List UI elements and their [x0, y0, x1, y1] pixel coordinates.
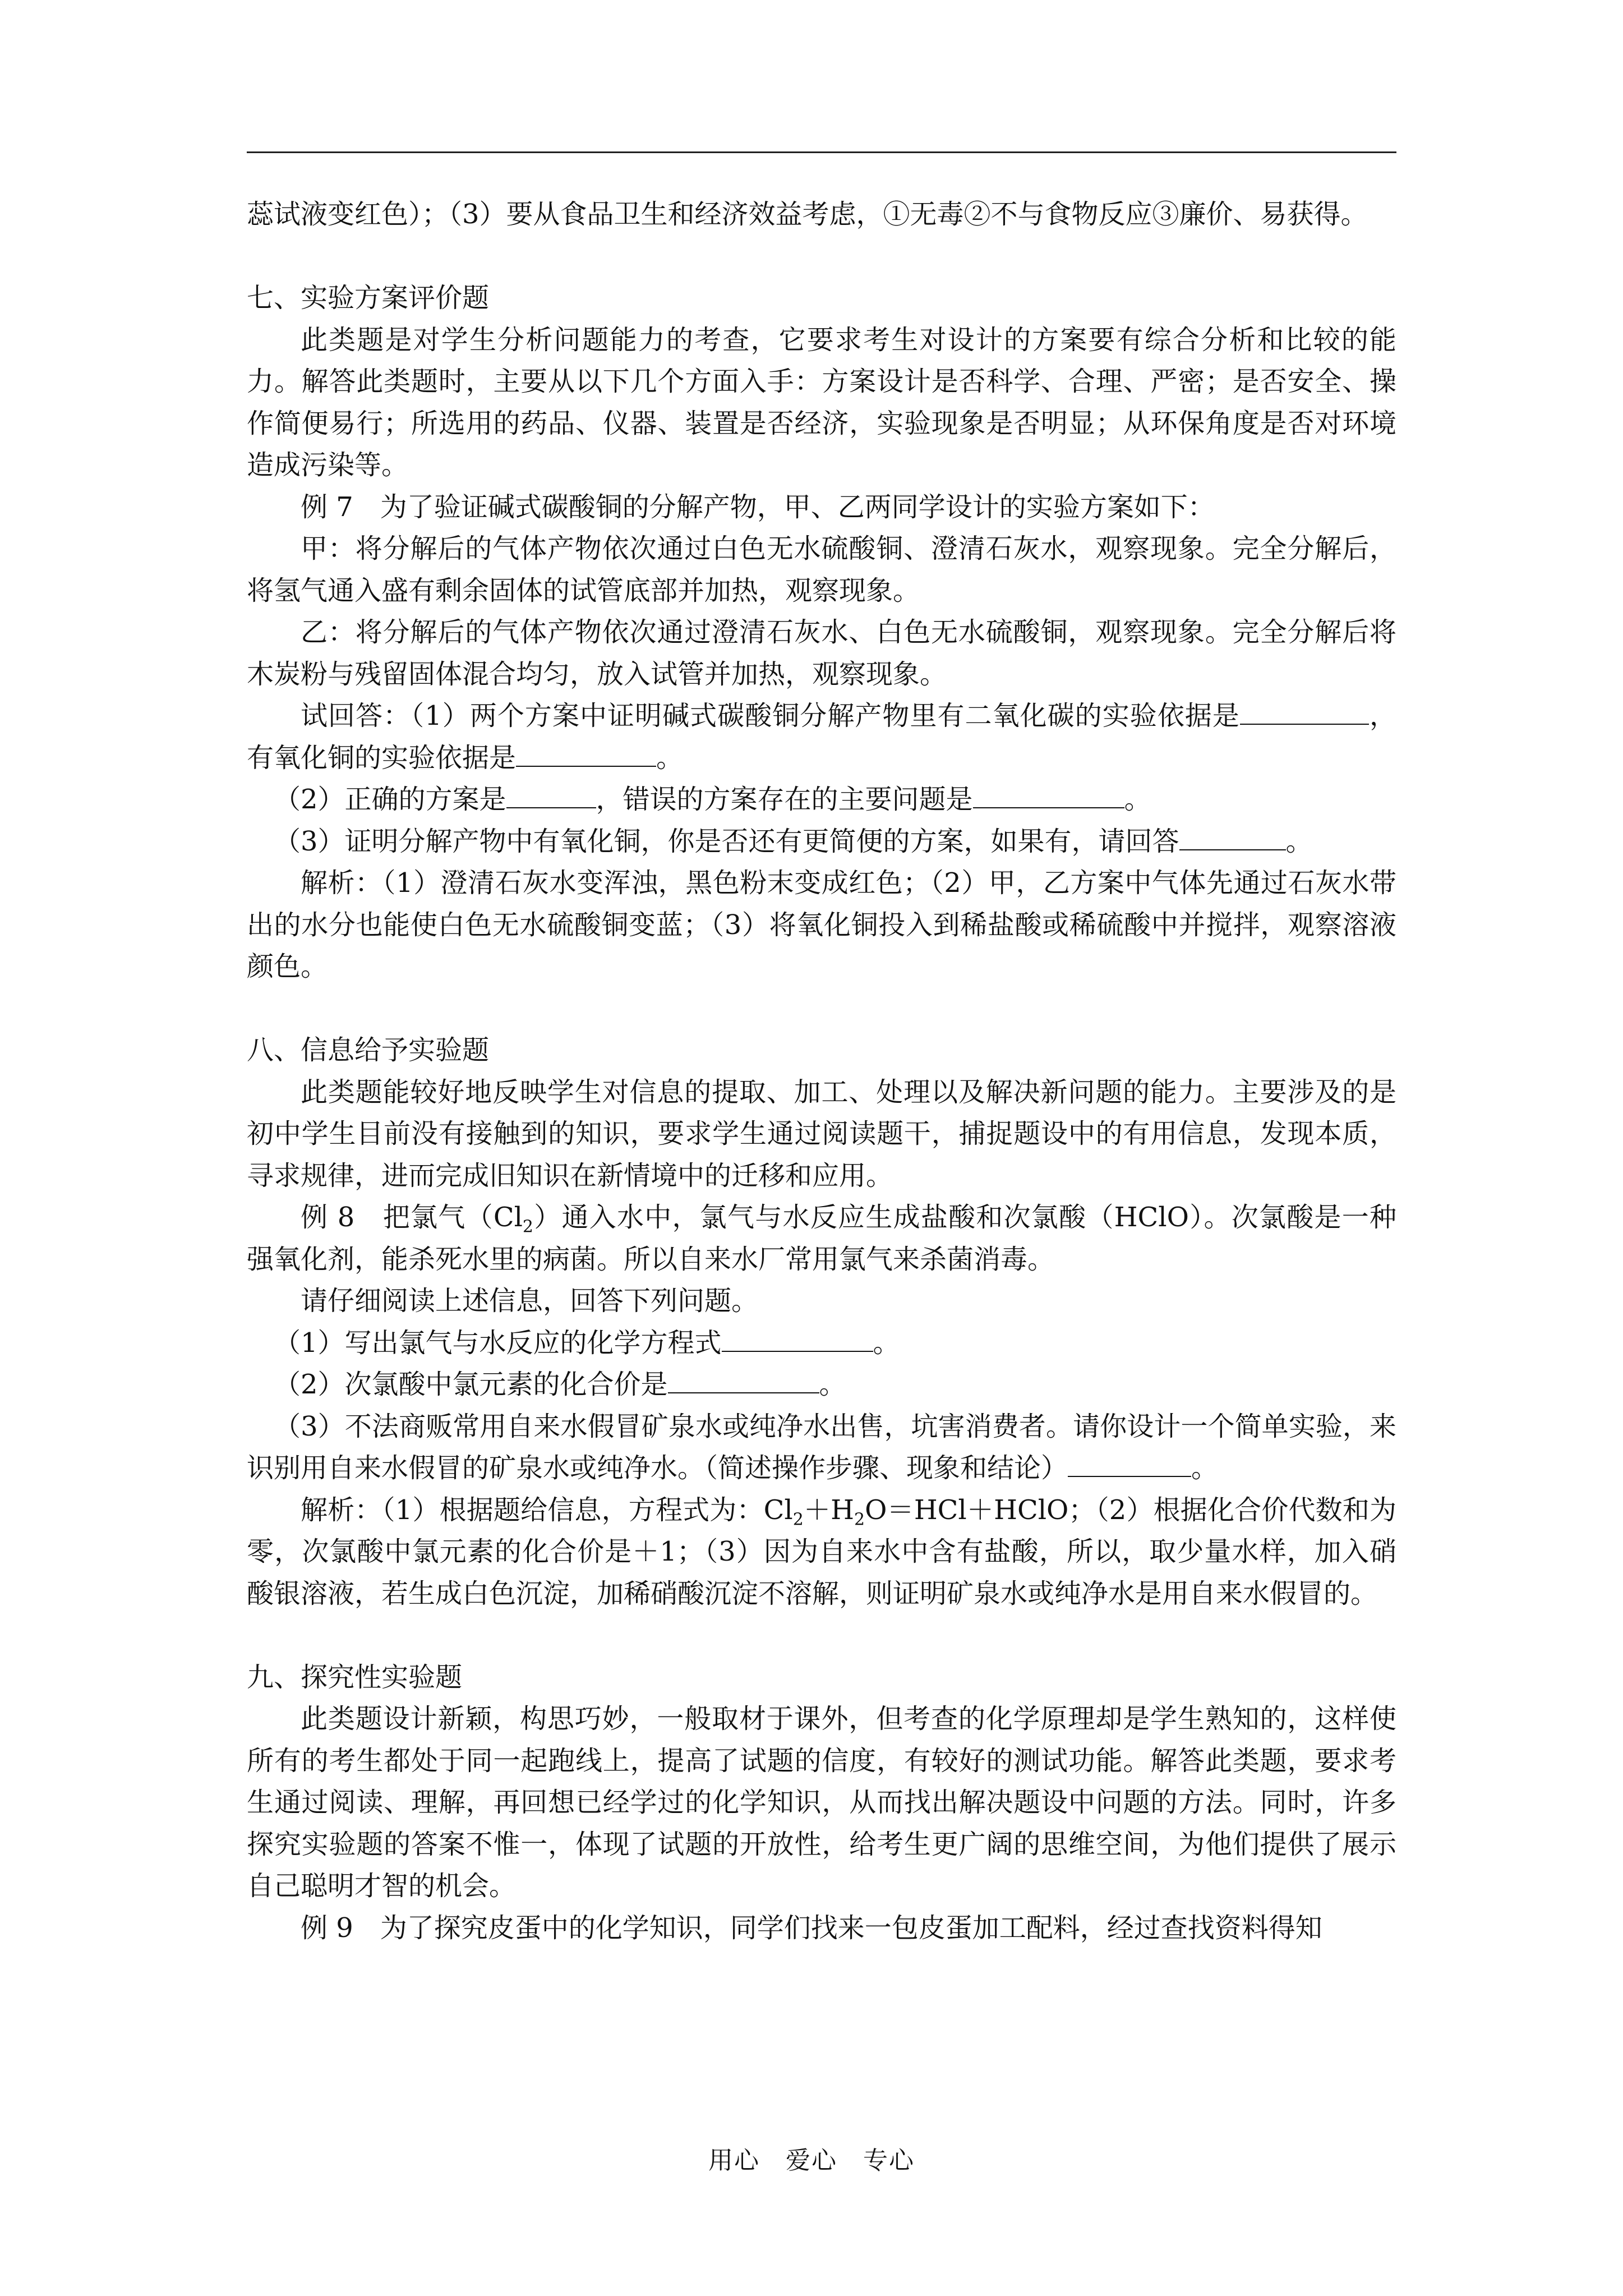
answer-blank [1068, 1451, 1191, 1477]
example-7-question-3: （3）证明分解产物中有氧化铜，你是否还有更简便的方案，如果有，请回答 。 [274, 825, 1313, 857]
answer-blank [1240, 699, 1369, 725]
header-rule [247, 151, 1396, 153]
continuation-paragraph: 蕊试液变红色）；（3）要从食品卫生和经济效益考虑，①无毒②不与食物反应③廉价、易获得。 [247, 199, 1368, 230]
spacer [247, 1614, 1396, 1657]
example-9-statement: 例 9 为了探究皮蛋中的化学知识，同学们找来一包皮蛋加工配料，经过查找资料得知 [301, 1912, 1322, 1944]
document-body [247, 194, 1396, 1949]
answer-blank [506, 783, 596, 808]
section-heading-9: 九、探究性实验题 [247, 1661, 463, 1693]
answer-blank [516, 741, 656, 767]
example-7-answer: 解析：（1）澄清石灰水变浑浊，黑色粉末变成红色；（2）甲，乙方案中气体先通过石灰水带出的水分也能使白色无水硫酸铜变蓝；（3）将氧化铜投入到稀盐酸或稀硫酸中并搅拌，观察溶液颜色。 [247, 867, 1396, 982]
section-heading-8: 八、信息给予实验题 [247, 1034, 490, 1066]
example-7-question-2: （2）正确的方案是 ，错误的方案存在的主要问题是 。 [274, 784, 1151, 815]
example-8-answer: 解析：（1）根据题给信息，方程式为：$Cl_2+H_2O=HCl+HClO$；（2）根据化合价代数和为零，次氯酸中氯元素的化合价是＋1；（3）因为自来水中含有盐酸，所以，取少量水样，加入硝酸银溶液，若生成白色沉淀，加稀硝酸沉淀不溶解，则证明矿泉水或纯净水是用自来水假冒的。 [247, 1494, 1396, 1609]
spacer [247, 988, 1396, 1030]
spacer [247, 236, 1396, 278]
example-8-statement: 例 8 把氯气$(Cl_2)$通入水中，氯气与水反应生成盐酸和次氯酸（HClO）。次氯酸是一种强氧化剂，能杀死水里的病菌。所以自来水厂常用氯气来杀菌消毒。 [247, 1202, 1396, 1275]
example-8-question-2: （2）次氯酸中氯元素的化合价是 。 [274, 1369, 846, 1400]
example-7-plan-jia: 甲：将分解后的气体产物依次通过白色无水硫酸铜、澄清石灰水，观察现象。完全分解后，将氢气通入盛有剩余固体的试管底部并加热，观察现象。 [247, 533, 1396, 606]
answer-blank [1179, 825, 1286, 850]
answer-blank [668, 1368, 819, 1393]
section-7-intro: 此类题是对学生分析问题能力的考查，它要求考生对设计的方案要有综合分析和比较的能力。解答此类题时，主要从以下几个方面入手：方案设计是否科学、合理、严密；是否安全、操作简便易行；所选用的药品、仪器、装置是否经济，实验现象是否明显；从环保角度是否对环境造成污染等。 [247, 324, 1396, 481]
section-9-intro: 此类题设计新颖，构思巧妙，一般取材于课外，但考查的化学原理却是学生熟知的，这样使所有的考生都处于同一起跑线上，提高了试题的信度，有较好的测试功能。解答此类题，要求考生通过阅读、理解，再回想已经学过的化学知识，从而找出解决题设中问题的方法。同时，许多探究实验题的答案不惟一，体现了试题的开放性，给考生更广阔的思维空间，为他们提供了展示自己聪明才智的机会。 [247, 1703, 1396, 1902]
answer-blank [973, 783, 1124, 808]
page-footer: 用心 爱心 专心 [708, 2146, 915, 2175]
answer-blank [722, 1326, 873, 1352]
example-7-statement: 例 7 为了验证碱式碳酸铜的分解产物，甲、乙两同学设计的实验方案如下： [301, 491, 1215, 523]
example-8-prompt: 请仔细阅读上述信息，回答下列问题。 [301, 1285, 759, 1317]
example-7-question-1: 试回答：（1）两个方案中证明碱式碳酸铜分解产物里有二氧化碳的实验依据是 ，有氧化铜的实验依据是 。 [247, 700, 1396, 774]
example-8-question-1: （1）写出氯气与水反应的化学方程式 。 [274, 1327, 900, 1359]
example-8-question-3: （3）不法商贩常用自来水假冒矿泉水或纯净水出售，坑害消费者。请你设计一个简单实验，来识别用自来水假冒的矿泉水或纯净水。（简述操作步骤、现象和结论） 。 [247, 1410, 1396, 1484]
section-heading-7: 七、实验方案评价题 [247, 282, 490, 314]
section-8-intro: 此类题能较好地反映学生对信息的提取、加工、处理以及解决新问题的能力。主要涉及的是初中学生目前没有接触到的知识，要求学生通过阅读题干，捕捉题设中的有用信息，发现本质，寻求规律，进而完成旧知识在新情境中的迁移和应用。 [247, 1076, 1396, 1191]
example-7-plan-yi: 乙：将分解后的气体产物依次通过澄清石灰水、白色无水硫酸铜，观察现象。完全分解后将木炭粉与残留固体混合均匀，放入试管并加热，观察现象。 [247, 616, 1396, 690]
